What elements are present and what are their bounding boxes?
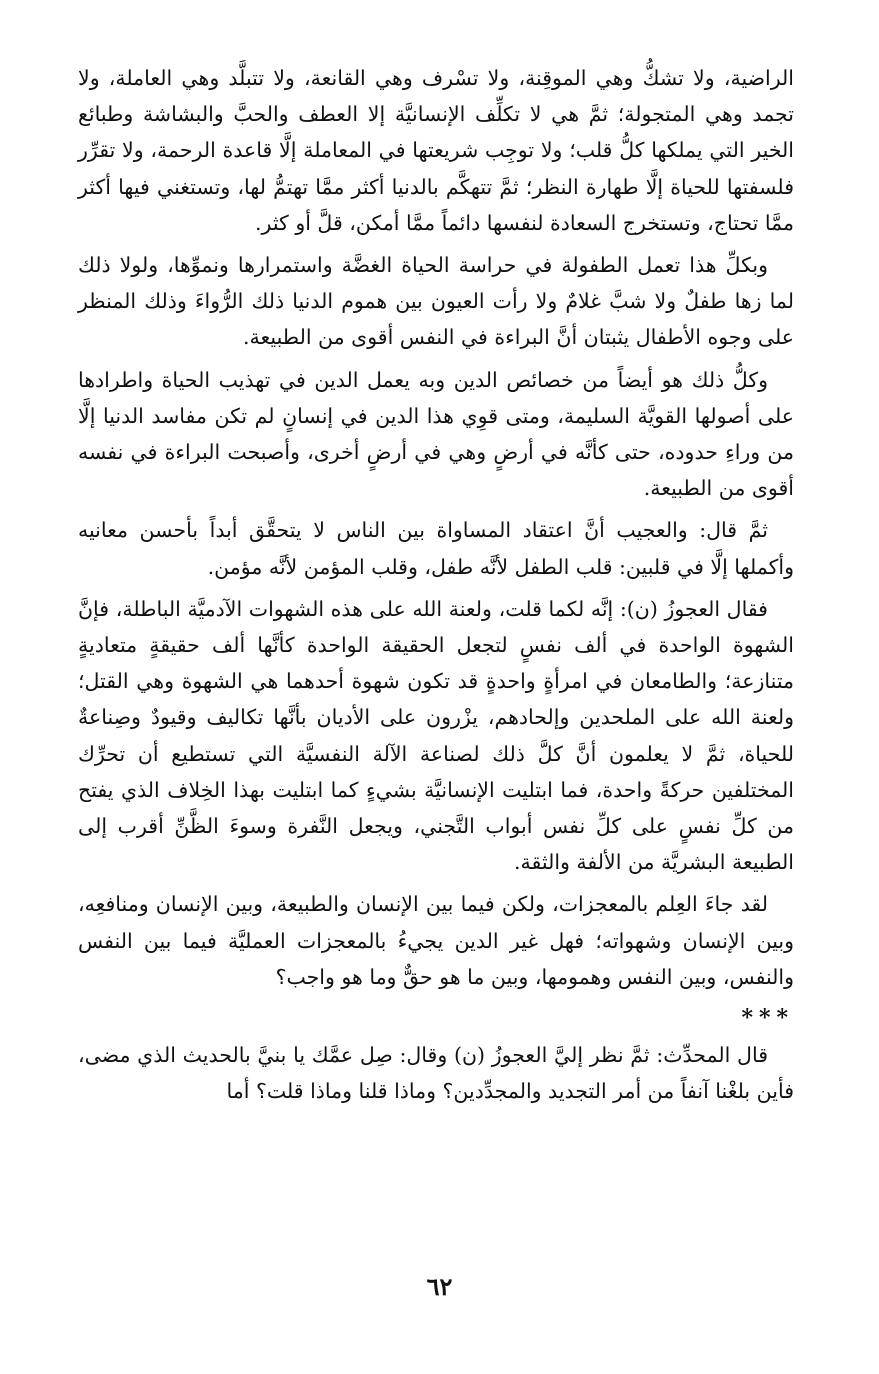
paragraph: وكلُّ ذلك هو أيضاً من خصائص الدين وبه يعمل الدين في تهذيب الحياة واطرادها على أصولها القويَّة السليمة، ومتى قوِي هذا الدين في إنسانٍ لم تكن مفاسد الدنيا إلَّا من وراءِ حدوده، حتى كأنَّه في أرضٍ وهي في أرضٍ أخرى، وأصبحت البراءة في نفسه أقوى من الطبيعة. xyxy=(78,367,794,501)
paragraph: لقد جاءَ العِلم بالمعجزات، ولكن فيما بين الإنسان والطبيعة، وبين الإنسان ومنافعِه، وبين الإنسان وشهواته؛ فهل غير الدين يجيءُ بالمعجزات العمليَّة فيما بين النفس والنفس، وبين النفس وهمومها، وبين ما هو حقٌّ وما هو واجب؟ xyxy=(78,892,794,989)
paragraph: وبكلِّ هذا تعمل الطفولة في حراسة الحياة الغضَّة واستمرارها ونموِّها، ولولا ذلك لما زها طفلٌ ولا شبَّ غلامٌ ولا رأت العيون بين هموم الدنيا ذلك الرُّواءَ وذلك المنظر على وجوه الأطفال يثبتان أنَّ البراءة في النفس أقوى من الطبيعة. xyxy=(78,253,794,350)
paragraph-continued: الراضية، ولا تشكُّ وهي الموقِنة، ولا تسْرف وهي القانعة، ولا تتبلَّد وهي العاملة، ولا تجمد وهي المتجولة؛ ثمَّ هي لا تكلِّف الإنسانيَّة إلا العطف والحبَّ والبشاشة وطبائع الخير التي يملكها كلُّ قلب؛ ولا توجِب شريعتها في المعاملة إلَّا قاعدة الرحمة، ولا تقرِّر فلسفتها للحياة إلَّا طهارة النظر؛ ثمَّ تتهكَّم بالدنيا أكثر ممَّا تهتمُّ لها، وتستغني فيها أكثر ممَّا تحتاج، وتستخرج السعادة لنفسها دائماً ممَّا أمكن، قلَّ أو كثر. xyxy=(78,66,794,235)
closing-paragraph: قال المحدِّث: ثمَّ نظر إليَّ العجوزُ (ن) وقال: صِل عمَّك يا بنيَّ بالحديث الذي مضى، فأين بلغْنا آنفاً من أمر التجديد والمجدِّدين؟ وماذا قلنا وماذا قلت؟ أما xyxy=(78,1043,794,1104)
page-number: ٦٢ xyxy=(426,1272,453,1301)
section-separator: *** xyxy=(741,1005,794,1032)
paragraph: فقال العجوزُ (ن): إنَّه لكما قلت، ولعنة الله على هذه الشهوات الآدميَّة الباطلة، فإنَّ الشهوة الواحدة في ألف نفسٍ لتجعل الحقيقة الواحدة كأنَّها ألف حقيقةٍ متعاديةٍ متنازعة؛ والطامعان في امرأةٍ واحدةٍ قد تكون شهوة أحدهما هي الشهوة وهي القتل؛ ولعنة الله على الملحدين وإلحادهم، يزْرون على الأديان بأنَّها تكاليف وقيودٌ وصِناعةٌ للحياة، ثمَّ لا يعلمون أنَّ كلَّ ذلك لصناعة الآلة النفسيَّة التي تستطيع أن تحرِّك المختلفين حركةً واحدة، فما ابتليت الإنسانيَّة بشيءٍ كما ابتليت بهذا الخِلاف الذي يفتح من كلِّ نفسٍ على كلِّ نفس أبواب التَّجني، ويجعل النَّفرة وسوءَ الظَّنِّ أقرب إلى الطبيعة البشريَّة من الألفة والثقة. xyxy=(78,596,794,875)
body-text xyxy=(78,60,794,1115)
paragraph: ثمَّ قال: والعجيب أنَّ اعتقاد المساواة بين الناس لا يتحقَّق أبداً بأحسن معانيه وأكملها إلَّا في قلبين: قلب الطفل لأنَّه طفل، وقلب المؤمن لأنَّه مؤمن. xyxy=(78,518,794,579)
